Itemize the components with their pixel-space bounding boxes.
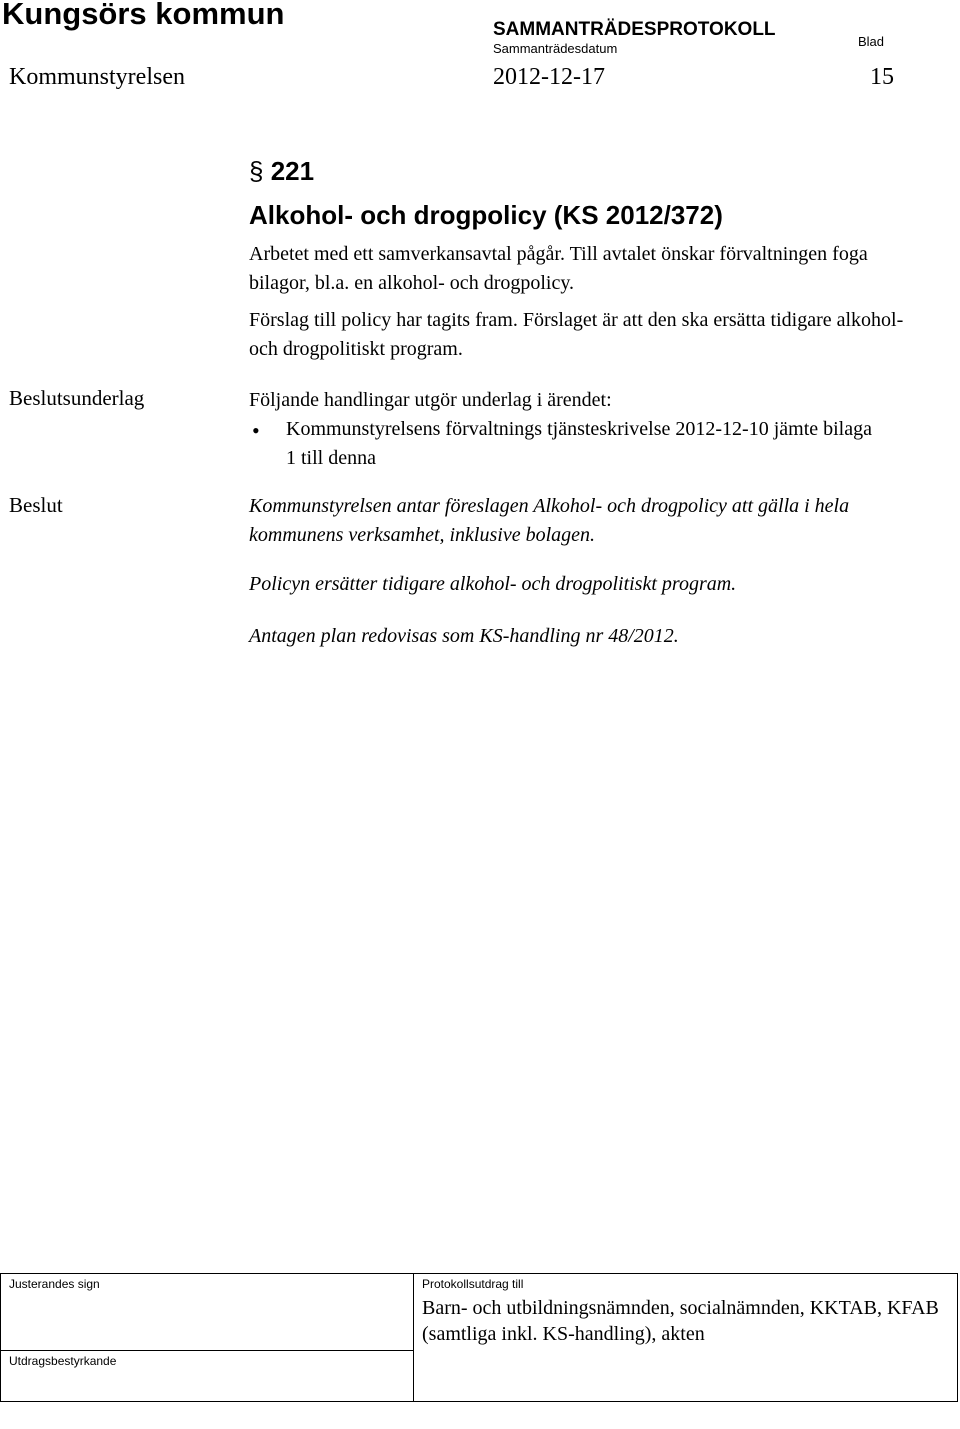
- decision-label: Beslut: [9, 493, 63, 517]
- justerandes-label: Justerandes sign: [9, 1277, 100, 1291]
- basis-label: Beslutsunderlag: [9, 386, 145, 410]
- committee-name: Kommunstyrelsen: [9, 64, 185, 90]
- section-paragraph-2: Förslag till policy har tagits fram. Förslaget är att den ska ersätta tidigare alkohol- och drogpolitiskt program.: [249, 309, 904, 360]
- section-number-value: 221: [270, 156, 315, 186]
- utdrag-label: Protokollsutdrag till: [422, 1277, 524, 1291]
- section-title: Alkohol- och drogpolicy (KS 2012/372): [249, 200, 723, 230]
- meeting-date: 2012-12-17: [493, 64, 605, 90]
- section-number: [249, 156, 314, 187]
- footer-table: [0, 1273, 958, 1402]
- utdrag-cell: [414, 1274, 958, 1402]
- utdragsbestyrkande-cell: [1, 1351, 414, 1402]
- page-number: 15: [870, 64, 894, 90]
- basis-intro: Följande handlingar utgör underlag i ärendet:: [249, 389, 612, 411]
- protocol-title: SAMMANTRÄDESPROTOKOLL: [493, 19, 776, 40]
- section-paragraph-1: Arbetet med ett samverkansavtal pågår. Till avtalet önskar förvaltningen foga bilagor, bl.a. en alkohol- och drogpolicy.: [249, 243, 868, 294]
- bullet-icon: •: [252, 418, 260, 443]
- decision-text-2: Policyn ersätter tidigare alkohol- och drogpolitiskt program.: [249, 573, 737, 595]
- page-label: Blad: [858, 34, 885, 49]
- section-symbol: §: [249, 156, 264, 186]
- decision-text-3: Antagen plan redovisas som KS-handling nr 48/2012.: [249, 625, 679, 647]
- justerandes-cell: [1, 1274, 414, 1351]
- utdrag-value: Barn- och utbildningsnämnden, socialnämnden, KKTAB, KFAB (samtliga inkl. KS-handling), akten: [422, 1297, 939, 1345]
- organization-name: Kungsörs kommun: [2, 0, 285, 31]
- protocol-date-label: Sammanträdesdatum: [493, 41, 618, 56]
- utdragsbestyrkande-label: Utdragsbestyrkande: [9, 1354, 117, 1368]
- basis-item: Kommunstyrelsens förvaltnings tjänsteskrivelse 2012-12-10 jämte bilaga 1 till denna: [286, 418, 872, 469]
- decision-text-1: Kommunstyrelsen antar föreslagen Alkohol- och drogpolicy att gälla i hela kommunens verksamhet, inklusive bolagen.: [249, 495, 850, 546]
